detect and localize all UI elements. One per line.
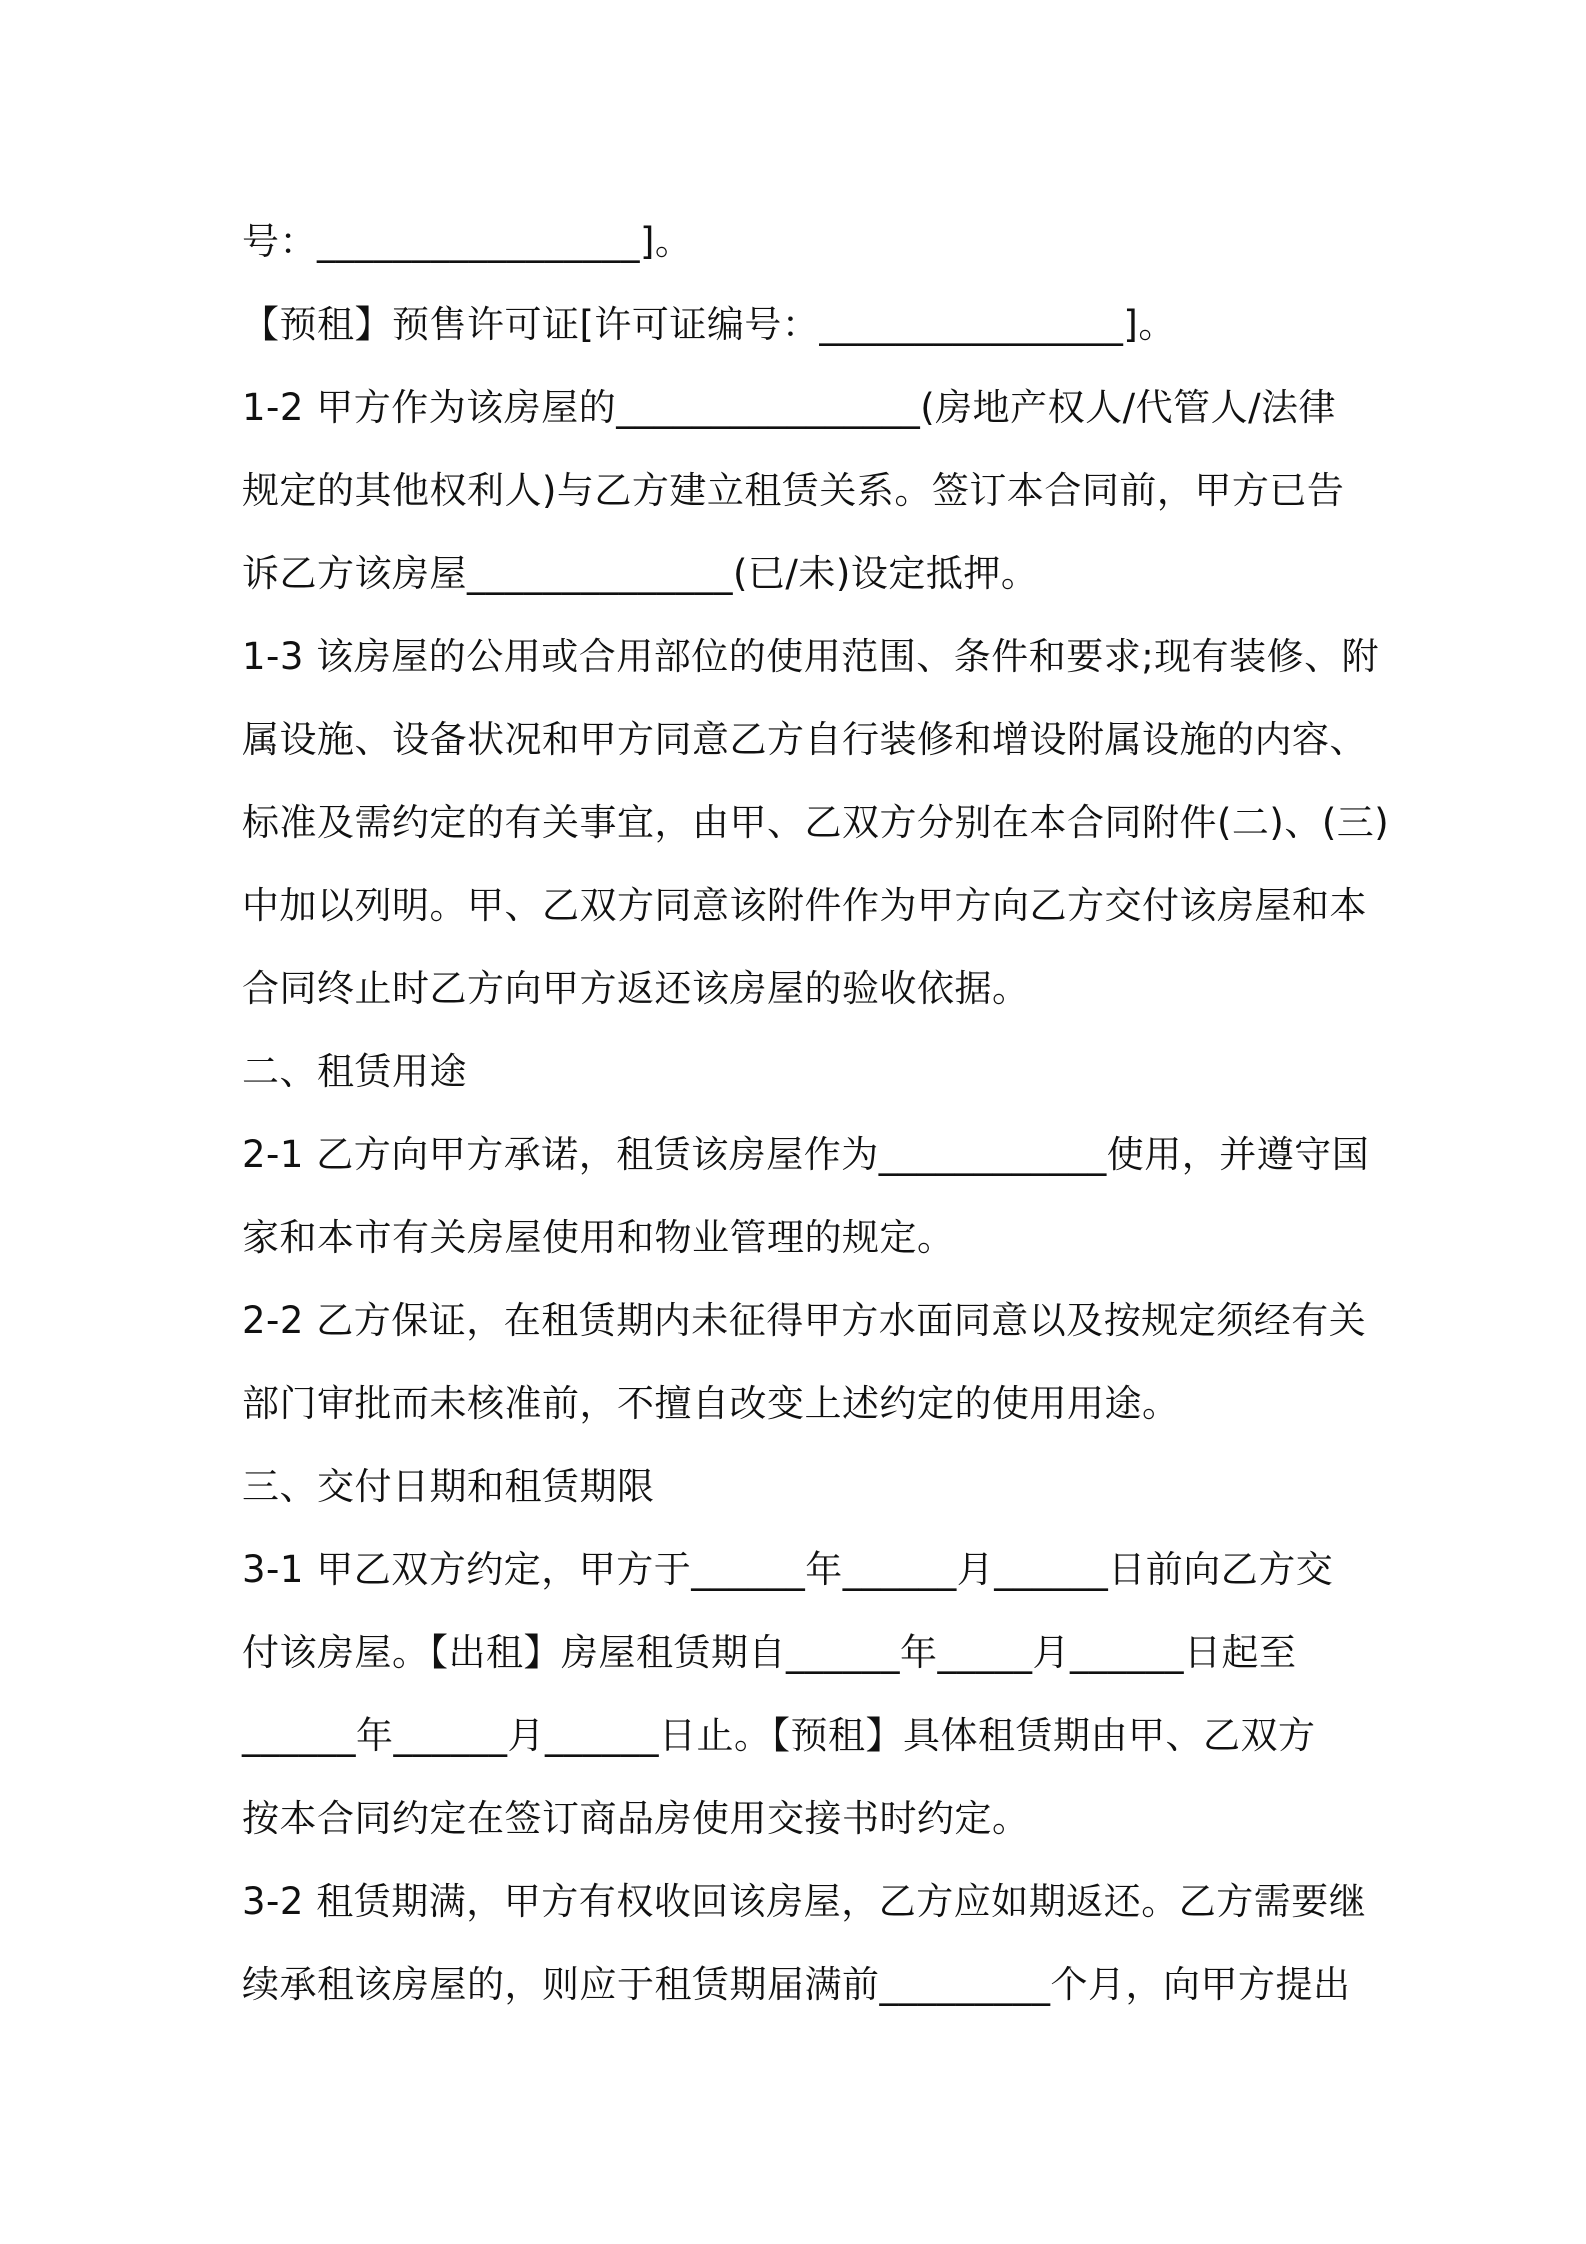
text-line: 3-2 租赁期满，甲方有权收回该房屋，乙方应如期返还。乙方需要继 [242, 1880, 1367, 1923]
text-line: 规定的其他权利人)与乙方建立租赁关系。签订本合同前，甲方已告 [242, 469, 1345, 512]
text-line: 2-2 乙方保证，在租赁期内未征得甲方水面同意以及按规定须经有关 [242, 1299, 1367, 1342]
text-line: 续承租该房屋的，则应于租赁期届满前_________个月，向甲方提出 [242, 1963, 1351, 2006]
text-line: 家和本市有关房屋使用和物业管理的规定。 [242, 1216, 955, 1259]
text-line: 部门审批而未核准前，不擅自改变上述约定的使用用途。 [242, 1382, 1180, 1425]
document-body [242, 200, 1390, 2026]
section-heading: 三、交付日期和租赁期限 [242, 1465, 655, 1508]
text-line: 1-3 该房屋的公用或合用部位的使用范围、条件和要求;现有装修、附 [242, 635, 1380, 678]
text-line: 合同终止时乙方向甲方返还该房屋的验收依据。 [242, 967, 1030, 1010]
text-line: ______年______月______日止。【预租】具体租赁期由甲、乙双方 [242, 1714, 1316, 1757]
text-line: 号：_________________]。 [242, 220, 693, 263]
text-line: 属设施、设备状况和甲方同意乙方自行装修和增设附属设施的内容、 [242, 718, 1367, 761]
text-line: 按本合同约定在签订商品房使用交接书时约定。 [242, 1797, 1030, 1840]
text-line: 1-2 甲方作为该房屋的________________(房地产权人/代管人/法律 [242, 386, 1337, 429]
text-line: 标准及需约定的有关事宜，由甲、乙双方分别在本合同附件(二)、(三) [242, 801, 1390, 844]
text-line: 中加以列明。甲、乙双方同意该附件作为甲方向乙方交付该房屋和本 [242, 884, 1367, 927]
text-line: 【预租】预售许可证[许可证编号：________________]。 [242, 303, 1176, 346]
text-line: 诉乙方该房屋______________(已/未)设定抵押。 [242, 552, 1039, 595]
text-line: 3-1 甲乙双方约定，甲方于______年______月______日前向乙方交 [242, 1548, 1334, 1591]
section-heading: 二、租赁用途 [242, 1050, 467, 1093]
text-line: 2-1 乙方向甲方承诺，租赁该房屋作为____________使用，并遵守国 [242, 1133, 1370, 1176]
text-line: 付该房屋。【出租】房屋租赁期自______年_____月______日起至 [242, 1631, 1297, 1674]
